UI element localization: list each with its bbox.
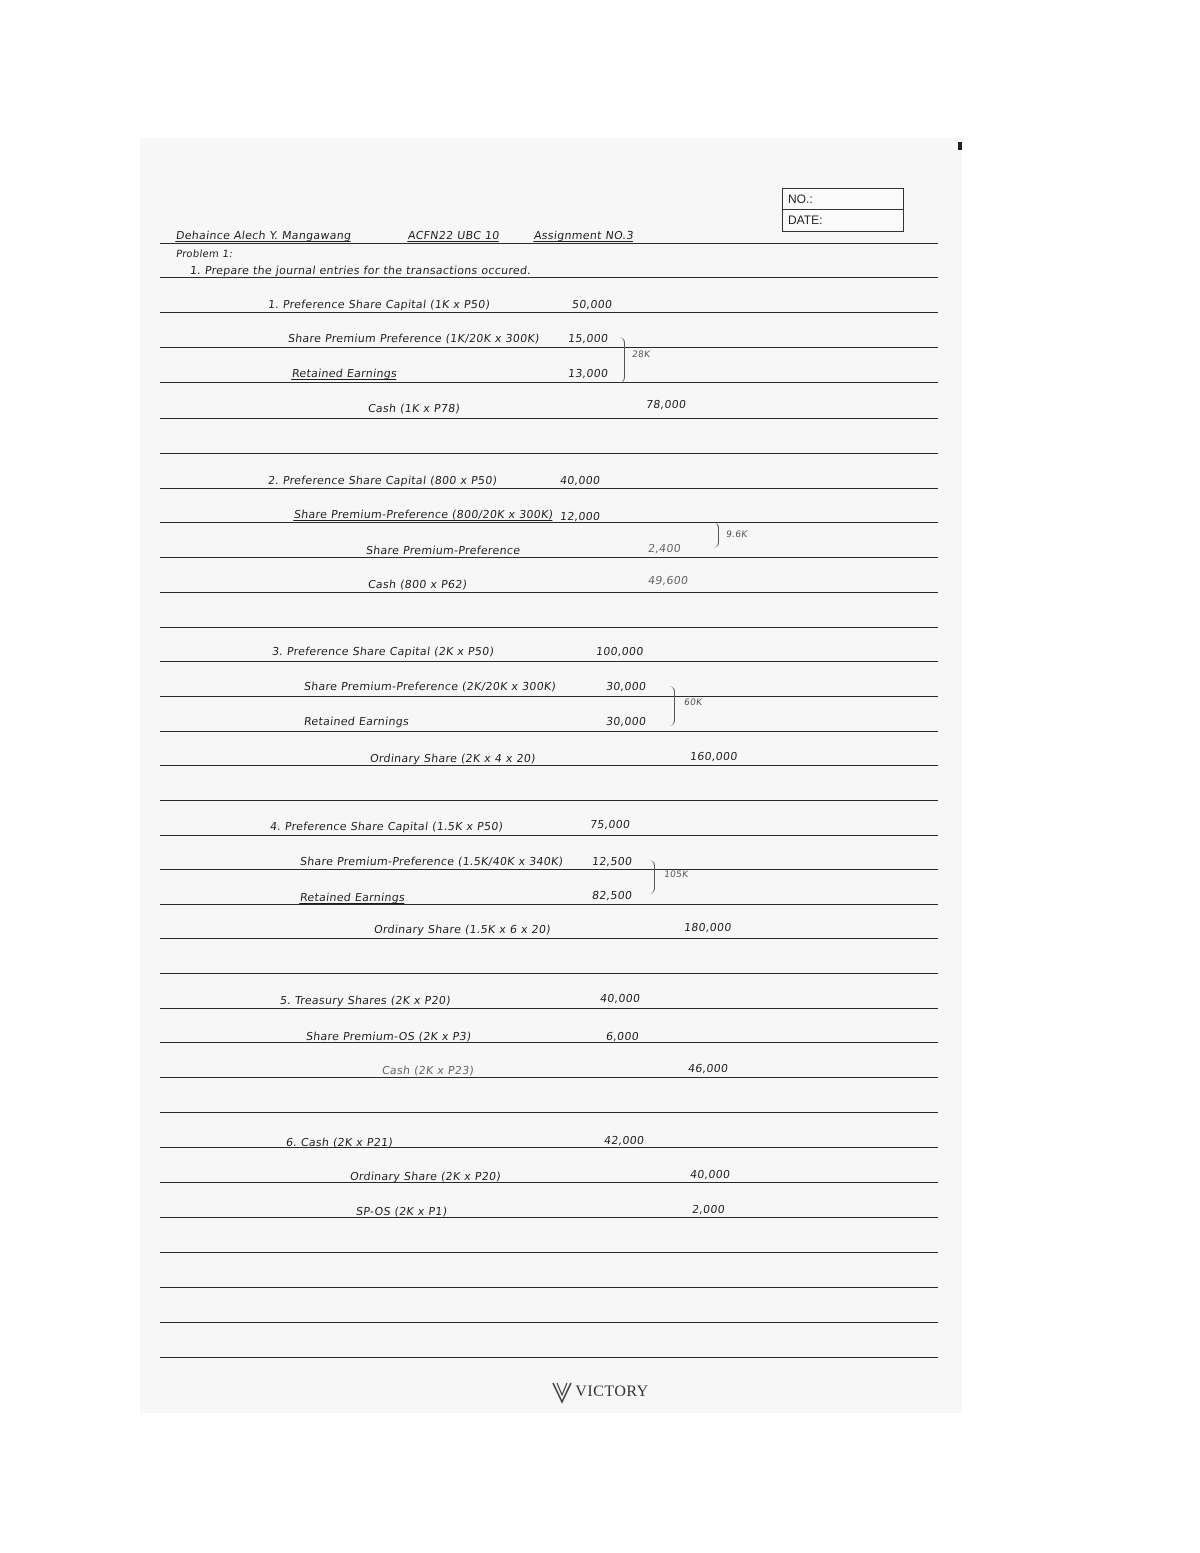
ruled-line — [160, 592, 938, 593]
student-name: Dehaince Alech Y. Mangawang — [175, 229, 353, 242]
journal-account: Share Premium Preference (1K/20K x 300K) — [287, 332, 541, 345]
journal-account: Retained Earnings — [299, 891, 406, 904]
ruled-line — [160, 973, 938, 974]
debit-amount: 42,000 — [603, 1134, 646, 1147]
journal-account: Retained Earnings — [291, 367, 398, 380]
ruled-line — [160, 1112, 938, 1113]
debit-amount: 30,000 — [605, 680, 648, 693]
journal-account: Share Premium-Preference (2K/20K x 300K) — [303, 680, 557, 693]
journal-account: 1. Preference Share Capital (1K x P50) — [267, 298, 491, 311]
journal-account: Cash (800 x P62) — [367, 578, 468, 591]
margin-note: 60K — [683, 698, 703, 708]
journal-account: Share Premium-Preference (800/20K x 300K) — [293, 508, 554, 521]
journal-account: 3. Preference Share Capital (2K x P50) — [271, 645, 495, 658]
ruled-line — [160, 1182, 938, 1183]
debit-amount: 13,000 — [567, 367, 610, 380]
journal-account: Cash (1K x P78) — [367, 402, 461, 415]
ruled-line — [160, 453, 938, 454]
ruled-line — [160, 938, 938, 939]
ruled-line — [160, 800, 938, 801]
brace-mark — [668, 686, 675, 726]
ruled-line — [160, 869, 938, 870]
credit-amount: 180,000 — [683, 921, 733, 934]
journal-account: Share Premium-Preference — [365, 544, 522, 557]
no-label: NO.: — [783, 189, 903, 210]
ruled-line — [160, 243, 938, 244]
journal-account: Retained Earnings — [303, 715, 410, 728]
debit-amount: 75,000 — [589, 818, 632, 831]
margin-note: 9.6K — [725, 530, 749, 540]
ruled-line — [160, 627, 938, 628]
journal-account: SP-OS (2K x P1) — [355, 1205, 449, 1218]
margin-note: 28K — [631, 350, 651, 360]
brace-mark — [648, 860, 655, 894]
ruled-line — [160, 1077, 938, 1078]
credit-amount: 160,000 — [689, 750, 739, 763]
debit-amount: 40,000 — [599, 992, 642, 1005]
credit-amount: 78,000 — [645, 398, 688, 411]
ruled-line — [160, 488, 938, 489]
date-label: DATE: — [788, 213, 823, 227]
ruled-line — [160, 382, 938, 383]
ruled-line — [160, 1322, 938, 1323]
ruled-line — [160, 731, 938, 732]
journal-account: Ordinary Share (2K x P20) — [349, 1170, 502, 1183]
debit-amount: 6,000 — [605, 1030, 640, 1043]
credit-amount: 2,400 — [647, 542, 682, 555]
journal-account: 6. Cash (2K x P21) — [285, 1136, 394, 1149]
debit-amount: 12,500 — [591, 855, 634, 868]
ruled-line — [160, 522, 938, 523]
ruled-line — [160, 277, 938, 278]
ruled-line — [160, 1357, 938, 1358]
ruled-line — [160, 661, 938, 662]
journal-account: 5. Treasury Shares (2K x P20) — [279, 994, 452, 1007]
debit-amount: 82,500 — [591, 889, 634, 902]
journal-account: 2. Preference Share Capital (800 x P50) — [267, 474, 498, 487]
debit-amount: 40,000 — [559, 474, 602, 487]
ruled-line — [160, 696, 938, 697]
journal-account: Ordinary Share (2K x 4 x 20) — [369, 752, 537, 765]
journal-account: Cash (2K x P23) — [381, 1064, 475, 1077]
ruled-line — [160, 312, 938, 313]
credit-amount: 49,600 — [647, 574, 690, 587]
debit-amount: 30,000 — [605, 715, 648, 728]
instruction-text: 1. Prepare the journal entries for the transactions occured. — [189, 264, 532, 277]
journal-account: 4. Preference Share Capital (1.5K x P50) — [269, 820, 504, 833]
ruled-line — [160, 1008, 938, 1009]
ruled-line — [160, 347, 938, 348]
assignment-title: Assignment NO.3 — [533, 229, 635, 242]
journal-account: Share Premium-Preference (1.5K/40K x 340K) — [299, 855, 564, 868]
brace-mark — [618, 337, 625, 383]
ruled-line — [160, 1287, 938, 1288]
debit-amount: 100,000 — [595, 645, 645, 658]
problem-label: Problem 1: — [175, 249, 234, 260]
ruled-line — [160, 557, 938, 558]
victory-v-logo-icon — [551, 1380, 573, 1404]
ruled-line — [160, 835, 938, 836]
notebook-page — [140, 138, 962, 1413]
journal-account: Share Premium-OS (2K x P3) — [305, 1030, 473, 1043]
ruled-line — [160, 765, 938, 766]
ruled-line — [160, 904, 938, 905]
credit-amount: 2,000 — [691, 1203, 726, 1216]
margin-note: 105K — [663, 870, 689, 880]
no-date-box — [782, 188, 904, 232]
debit-amount: 50,000 — [571, 298, 614, 311]
ruled-line — [160, 1217, 938, 1218]
ruled-line — [160, 1042, 938, 1043]
ruled-line — [160, 1147, 938, 1148]
debit-amount: 12,000 — [559, 510, 602, 523]
ruled-line — [160, 418, 938, 419]
credit-amount: 40,000 — [689, 1168, 732, 1181]
ruled-line — [160, 1252, 938, 1253]
debit-amount: 15,000 — [567, 332, 610, 345]
notebook-brand — [0, 1380, 1200, 1408]
brand-name: VICTORY — [575, 1383, 649, 1400]
brace-mark — [712, 522, 719, 548]
page-edge-mark — [958, 142, 962, 150]
journal-account: Ordinary Share (1.5K x 6 x 20) — [373, 923, 552, 936]
credit-amount: 46,000 — [687, 1062, 730, 1075]
course-code: ACFN22 UBC 10 — [407, 229, 501, 242]
